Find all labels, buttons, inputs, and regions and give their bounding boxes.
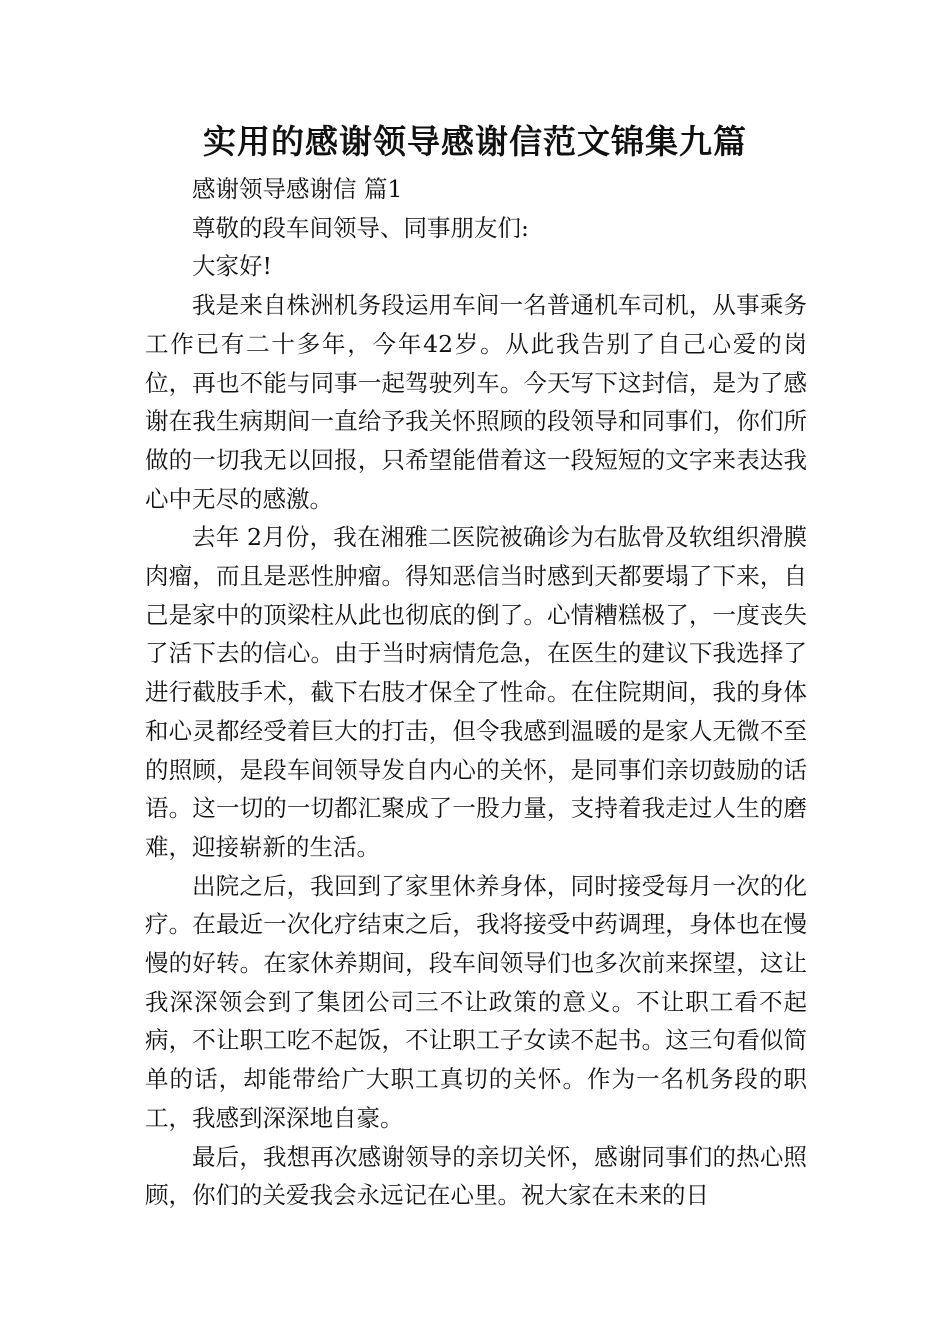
body-paragraph: 我是来自株洲机务段运用车间一名普通机车司机，从事乘务工作已有二十多年，今年42岁。从此我告别了自己心爱的岗位，再也不能与同事一起驾驶列车。今天写下这封信，是为了感谢在我生病期间一直给予我关怀照顾的段领导和同事们，你们所做的一切我无以回报，只希望能借着这一段短短的文字来表达我心中无尽的感激。 (145, 291, 807, 513)
document-title: 实用的感谢领导感谢信范文锦集九篇 (203, 122, 747, 161)
body-paragraph: 去年 2月份，我在湘雅二医院被确诊为右肱骨及软组织滑膜肉瘤，而且是恶性肿瘤。得知恶信当时感到天都要塌了下来，自己是家中的顶梁柱从此也彻底的倒了。心情糟糕极了，一度丧失了活下去的信心。由于当时病情危急，在医生的建议下我选择了进行截肢手术，截下右肢才保全了性命。在住院期间，我的身体和心灵都经受着巨大的打击，但令我感到温暖的是家人无微不至的照顾，是段车间领导发自内心的关怀，是同事们亲切鼓励的话语。这一切的一切都汇聚成了一股力量，支持着我走过人生的磨难，迎接崭新的生活。 (145, 523, 807, 861)
body-paragraph: 出院之后，我回到了家里休养身体，同时接受每月一次的化疗。在最近一次化疗结束之后，我将接受中药调理，身体也在慢慢的好转。在家休养期间，段车间领导们也多次前来探望，这让我深深领会到了集团公司三不让政策的意义。不让职工看不起病，不让职工吃不起饭，不让职工子女读不起书。这三句看似简单的话，却能带给广大职工真切的关怀。作为一名机务段的职工，我感到深深地自豪。 (145, 871, 807, 1132)
document-body (145, 170, 807, 1215)
greeting: 大家好! (192, 252, 272, 281)
salutation: 尊敬的段车间领导、同事朋友们: (192, 213, 529, 242)
body-paragraph: 最后，我想再次感谢领导的亲切关怀，感谢同事们的热心照顾，你们的关爱我会永远记在心里。祝大家在未来的日 (145, 1142, 807, 1210)
section-heading: 感谢领导感谢信 篇1 (192, 175, 403, 203)
